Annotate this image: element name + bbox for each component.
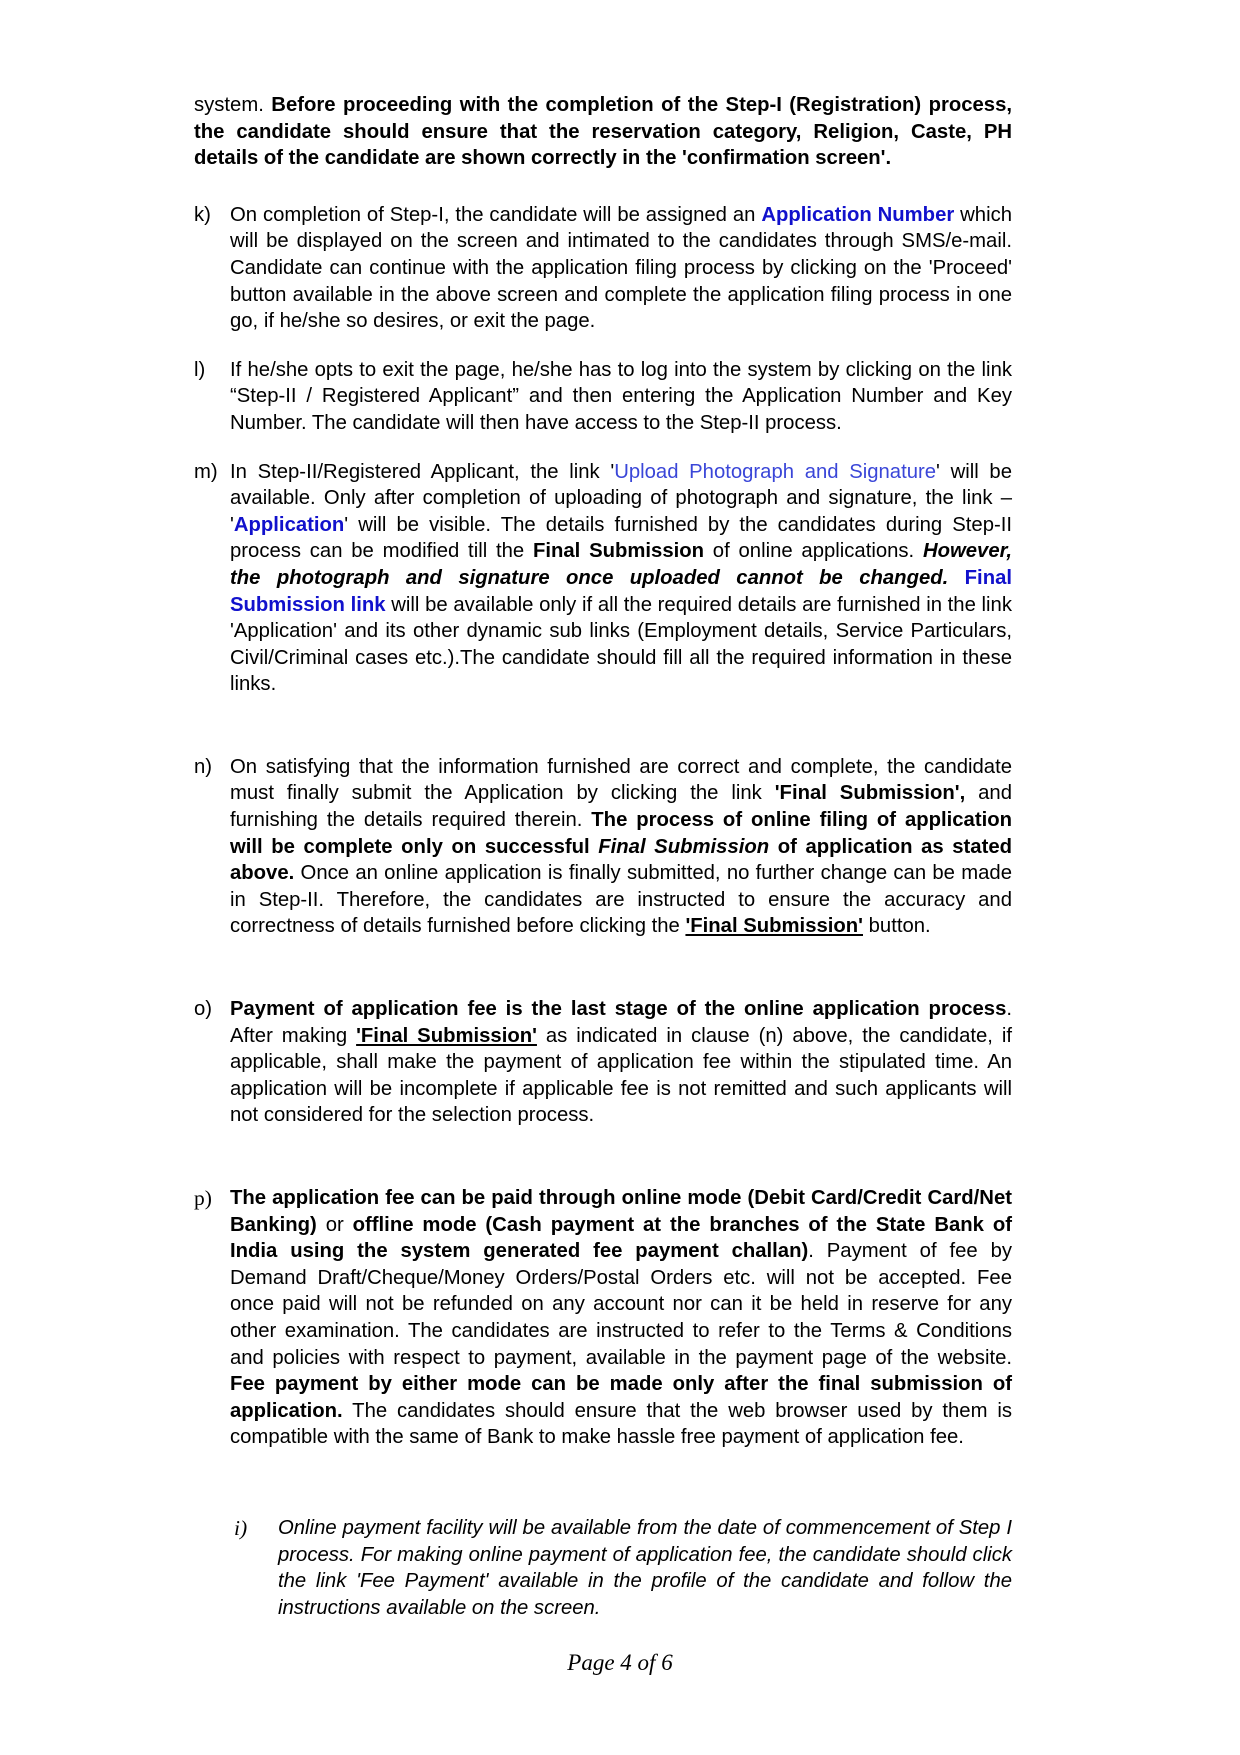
- k-seg-3: which will be displayed on the screen and intimated to the candidates through SMS/e-mail. Candidate can continue with the application filing process by clicking on the 'Proceed' button available in the above screen and complete the application filing process in one go, if he/she so desires, or exit the page.: [230, 203, 1012, 333]
- k-application-number-highlight: Application Number: [761, 203, 955, 226]
- spacer: [194, 335, 1012, 357]
- list-marker-l: l): [194, 358, 206, 381]
- list-item-k-text: [230, 202, 1012, 335]
- list-item-o: [194, 996, 1012, 1129]
- m-final-submission-link[interactable]: Final Submission link: [230, 566, 1012, 616]
- spacer: [194, 172, 1012, 202]
- spacer: [194, 940, 1012, 996]
- list-marker-m: m): [194, 460, 218, 483]
- list-item-p-text: [230, 1185, 1012, 1451]
- l-seg-1: If he/she opts to exit the page, he/she has to log into the system by clicking on the link “Step-II / Registered Applicant” and then entering the Application Number and Key Number. The candidate will then have access to the Step-II process.: [230, 358, 1012, 434]
- n-process-bold-2: of application as stated above.: [230, 835, 1013, 885]
- m-seg-11: will be available only if all the required details are furnished in the link 'Application' and its other dynamic sub links (Employment details, Service Particulars, Civil/Criminal cases etc.).The candidate should fill all the required information in these links.: [230, 593, 1012, 696]
- list-item-n: [194, 754, 1012, 940]
- n-seg-9: button.: [863, 915, 931, 938]
- p-online-mode-bold: The application fee can be paid through online mode (Debit Card/Credit Card/Net Banking): [230, 1187, 1012, 1236]
- list-marker-n: n): [194, 755, 213, 778]
- spacer: [194, 1129, 1012, 1185]
- n-process-bold-1: The process of online filing of application will be complete only on successful: [230, 809, 1012, 858]
- o-seg-4: as indicated in clause (n) above, the candidate, if applicable, shall make the payment of application fee within the stipulated time. An application will be incomplete if applicable fee is not remitted and such applicants will not considered for the selection process.: [230, 1024, 1012, 1127]
- m-seg-1: In Step-II/Registered Applicant, the link ': [230, 460, 615, 483]
- spacer: [194, 1451, 1012, 1515]
- list-item-k: [194, 202, 1012, 335]
- o-final-submission-ref: 'Final Submission': [356, 1024, 537, 1047]
- n-final-submission-italic: Final Submission: [598, 835, 770, 858]
- list-item-m: [194, 459, 1012, 698]
- m-seg-7: of online applications.: [704, 540, 923, 563]
- sub-list-item-i-text: Online payment facility will be available from the date of commencement of Step I process. For making online payment of application fee, the candidate should click the link 'Fee Payment' available in the profile of the candidate and follow the instructions available on the screen.: [278, 1516, 1012, 1619]
- continuation-lead-text: system.: [194, 94, 272, 116]
- document-body: [194, 92, 1012, 1621]
- sub-list-marker-i: i): [234, 1515, 248, 1540]
- m-upload-photograph-link[interactable]: Upload Photograph and Signature: [614, 460, 937, 483]
- list-marker-k: k): [194, 203, 211, 226]
- list-item-p: [194, 1185, 1012, 1451]
- p-seg-2: or: [316, 1213, 353, 1236]
- list-item-l: [194, 357, 1012, 437]
- n-final-submission-quoted: 'Final Submission',: [774, 782, 966, 805]
- m-seg-5: ' will be visible. The details furnished by the candidates during Step-II process can be modified till the: [230, 513, 1012, 563]
- list-marker-o: o): [194, 998, 213, 1021]
- sub-list-item-i: [234, 1515, 1012, 1621]
- o-payment-heading-bold: Payment of application fee is the last stage of the online application process: [230, 998, 1007, 1021]
- continuation-bold-text: Before proceeding with the completion of the Step-I (Registration) process, the candidate should ensure that the reservation category, Religion, Caste, PH details of the candidate are shown correctly in the 'confirmation screen'.: [194, 94, 1012, 170]
- k-seg-1: On completion of Step-I, the candidate will be assigned an: [230, 203, 762, 226]
- list-item-n-text: [230, 754, 1012, 940]
- o-seg-2: . After making: [230, 998, 1012, 1047]
- n-seg-1: On satisfying that the information furnished are correct and complete, the candidate must finally submit the Application by clicking the link: [230, 755, 1012, 805]
- m-seg-3: ' will be available. Only after completion of uploading of photograph and signature, the link – ': [230, 460, 1012, 536]
- p-seg-6: The candidates should ensure that the web browser used by them is compatible with the same of Bank to make hassle free payment of application fee.: [230, 1399, 1012, 1449]
- m-application-link[interactable]: Application: [233, 513, 345, 536]
- n-seg-3: and furnishing the details required therein.: [230, 782, 1012, 832]
- n-seg-7: Once an online application is finally submitted, no further change can be made in Step-II. Therefore, the candidates are instructed to ensure the accuracy and correctness of details furnished before clicking the: [230, 862, 1012, 938]
- m-final-submission-bold: Final Submission: [532, 540, 705, 563]
- list-item-o-text: [230, 996, 1012, 1129]
- p-offline-mode-bold: offline mode (Cash payment at the branches of the State Bank of India using the system generated fee payment challan): [230, 1213, 1012, 1263]
- page-footer: Page 4 of 6: [567, 1650, 673, 1675]
- p-fee-payment-bold: Fee payment by either mode can be made only after the final submission of application.: [230, 1373, 1012, 1422]
- spacer: [194, 437, 1012, 459]
- list-item-m-text: [230, 459, 1012, 698]
- n-final-submission-button-ref: 'Final Submission': [685, 915, 863, 938]
- paragraph-continuation: [194, 92, 1012, 172]
- p-seg-4: . Payment of fee by Demand Draft/Cheque/Money Orders/Postal Orders etc. will not be accepted. Fee once paid will not be refunded on any account nor can it be held in reserve for any other examination. The candidates are instructed to refer to the Terms & Conditions and policies with respect to payment, available in the payment page of the website.: [230, 1240, 1012, 1369]
- m-seg-9: [948, 567, 964, 589]
- spacer: [194, 698, 1012, 754]
- m-however-warning: However, the photograph and signature once uploaded cannot be changed.: [230, 540, 1013, 589]
- list-marker-p: p): [194, 1186, 212, 1210]
- list-item-l-text: [230, 357, 1012, 437]
